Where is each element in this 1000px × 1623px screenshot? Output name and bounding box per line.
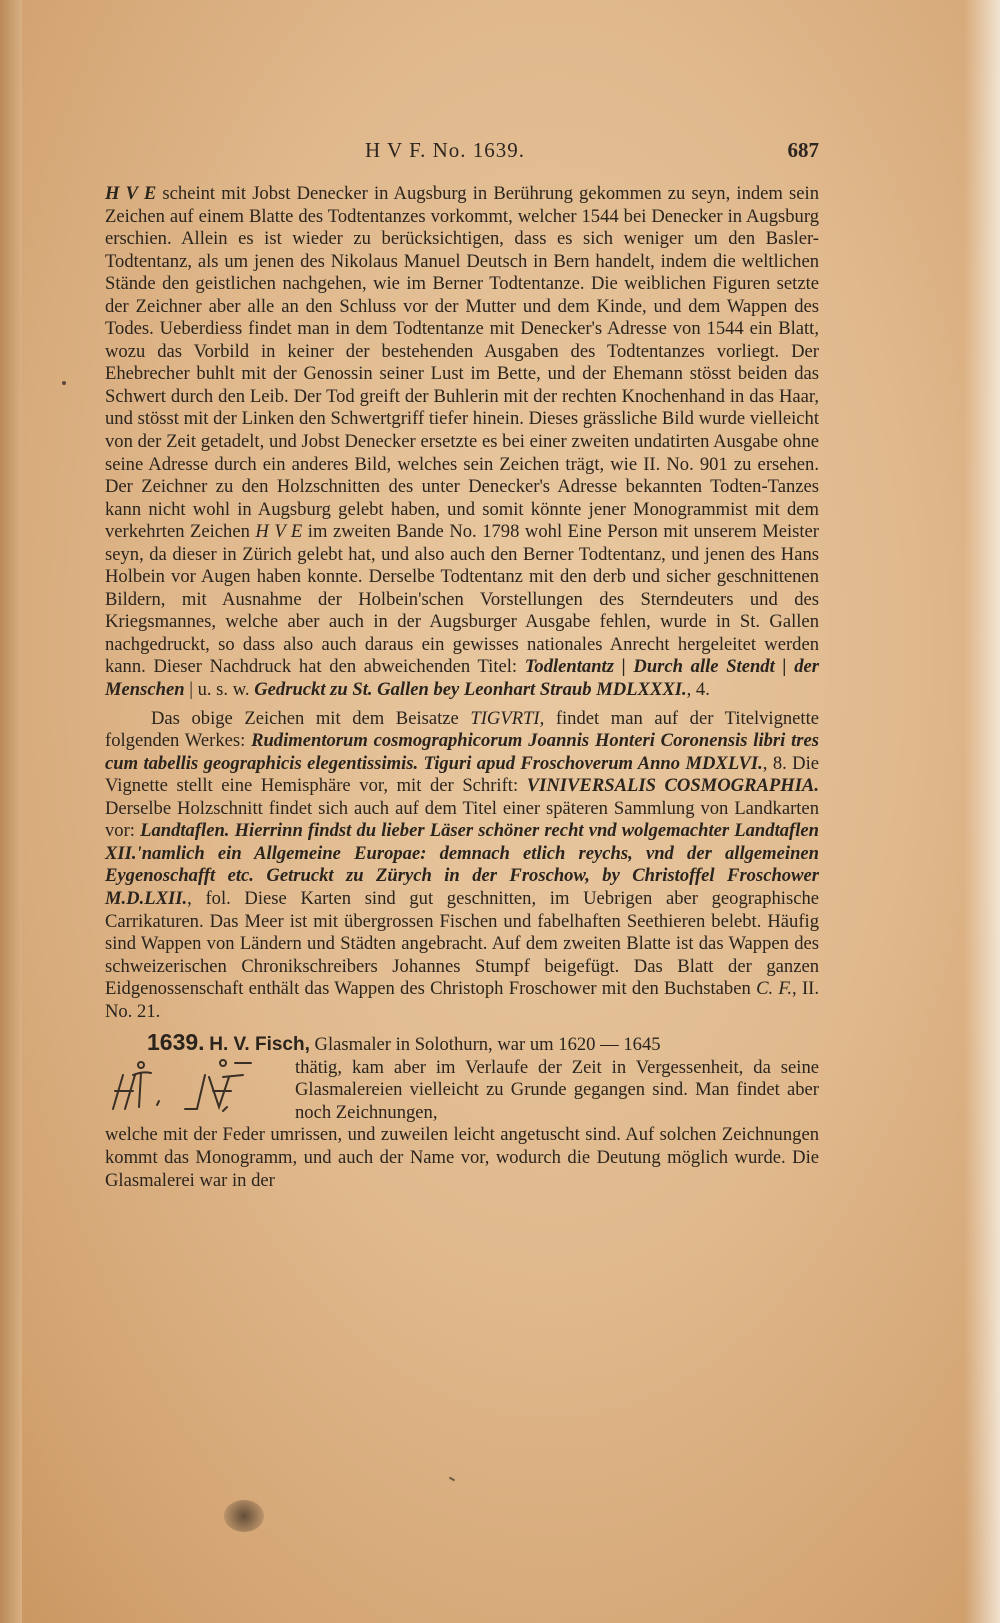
entry-first-line: Glasmaler in Solothurn, war um 1620 — 1645 — [309, 1034, 661, 1056]
page-edge — [964, 0, 1000, 1623]
running-title: H V F. No. 1639. — [365, 138, 525, 162]
running-header — [105, 138, 819, 168]
monogram-drawing — [105, 1057, 295, 1123]
page-number: 687 — [787, 138, 819, 162]
para2-run: TIGVRTI, — [470, 707, 545, 729]
ink-speck — [62, 381, 66, 385]
paragraph-tigvrti — [105, 708, 819, 1024]
monogram-hvf-image — [105, 1057, 295, 1123]
para2-run: Rudimentorum cosmographicorum Joannis Honteri Coronensis libri tres cum tabellis geographicis elegentissimis. Tiguri apud Froschoverum Anno MDXLVI. — [105, 730, 819, 774]
catalogue-entry-1639 — [105, 1031, 819, 1192]
ink-smudge — [224, 1500, 264, 1532]
para1-run: | u. s. w. — [184, 679, 255, 701]
entry-number: 1639. — [147, 1029, 205, 1056]
para1-run: , 4. — [686, 679, 710, 701]
para1-run: scheint mit Jobst Denecker in Augsburg in Berührung gekommen zu seyn, indem sein Zeichen auf einem Blatte des Todtentanzes vorkommt, welcher 1544 bei Denecker in Augsburg erschien. Allein es ist wieder zu berücksichtigen, dass es sich weniger um den Basler-Todtentanz, als um jenen des Nikolaus Manuel Deutsch in Bern handelt, indem die weltlichen Stände den geistlichen nachgehen, wie im Berner Todtentanze. Die weiblichen Figuren setzte der Zeichner aber alle an den Schluss vor der Mutter und dem Kinde, und dem Wappen des Todes. Ueberdiess findet man in dem Todtentanze mit Denecker's Adresse von 1544 ein Blatt, wozu das Vorbild in keiner der bestehenden Ausgaben des Todtentanzes vorliegt. Der Ehebrecher buhlt mit der Genossin seiner Lust im Bette, und der Ehemann stösst beiden das Schwert durch den Leib. Der Tod greift der Buhlerin mit der rechten Knochenhand in das Haar, und stösst mit der Linken den Schwertgriff tiefer hinein. Dieses grässliche Bild wurde vielleicht von der Zeit getadelt, und Jobst Denecker ersetzte es bei einer zweiten undatirten Ausgabe ohne seine Adresse durch ein anderes Bild, welches sein Zeichen trägt, wie II. No. 901 zu ersehen. Der Zeichner zu den Holzschnitten des unter Denecker's Adresse bekannten Todten-Tanzes kann nicht wohl in Augsburg gelebt haben, und somit könnte jener Monogrammist mit dem verkehrten Zeichen — [105, 183, 819, 543]
monogram-row — [105, 1057, 819, 1125]
para1-run: H V E — [255, 521, 303, 543]
para1-run: Gedruckt zu St. Gallen bey Leonhart Straub MDLXXXI. — [254, 679, 687, 701]
page-spine-shadow — [0, 0, 22, 1623]
ink-mark — [449, 1477, 455, 1482]
para2-run: Landtaflen. Hierrinn findst du lieber Läser schöner recht vnd wolgemachter Landtaflen XII.'namlich ein Allgemeine Europae: demnach etlich reychs, vnd der allgemeinen Eygenoschafft etc. Getruckt zu Zürych in der Froschow, by Christoffel Froschower M.D.LXII. — [105, 820, 819, 909]
para2-run: C. F. — [756, 978, 793, 1000]
para2-run: , 8. Die Vignette stellt eine Hemisphäre vor, mit der Schrift: — [105, 752, 819, 797]
entry-text-beside-mark: thätig, kam aber im Verlaufe der Zeit in Vergessenheit, da seine Glasmalereien vielleicht zu Grunde gegangen sind. Man findet aber noch Zeichnungen, — [295, 1056, 819, 1123]
entry-heading-line — [105, 1031, 819, 1057]
para1-run: im zweiten Bande No. 1798 wohl Eine Person mit unserem Meister seyn, da dieser in Zürich gelebt hat, und also auch den Berner Todtentanz, und jenen des Hans Holbein vor Augen haben konnte. Derselbe Todtentanz mit den derb und sicher geschnittenen Bildern, mit Ausnahme der Holbein'schen Vorstellungen des Sterndeuters und des Kriegsmannes, welche aber auch in der Augsburger Ausgabe fehlen, wurde in St. Gallen nachgedruckt, so dass also auch daraus ein gewisses nationales Anrecht hergeleitet werden kann. Dieser Nachdruck hat den abweichenden Titel: — [105, 521, 819, 678]
para2-run: , II. No. 21. — [105, 978, 819, 1022]
para2-run: Das obige Zeichen mit dem Beisatze — [151, 707, 471, 729]
entry-name: H. V. Fisch, — [209, 1034, 310, 1056]
para1-run: Todlentantz | Durch alle Stendt | der Menschen — [105, 656, 819, 701]
para2-run: , fol. Diese Karten sind gut geschnitten, im Uebrigen aber geographische Carrikaturen. Das Meer ist mit übergrossen Fischen und fabelhaften Seethieren belebt. Häufig sind Wappen von Ländern und Städten angebracht. Auf dem zweiten Blatte ist das Wappen des schweizerischen Chronikschreibers Johannes Stumpf beigefügt. Das Blatt der ganzen Eidgenossenschaft enthält das Wappen des Christoph Froschower mit den Buchstaben — [105, 887, 819, 1000]
para2-run: Derselbe Holzschnitt findet sich auch auf dem Titel einer späteren Sammlung von Landkarten vor: — [105, 797, 819, 842]
body-text — [105, 183, 819, 1192]
para2-run: VINIVERSALIS COSMOGRAPHIA. — [526, 775, 819, 797]
paragraph-hve — [105, 183, 819, 702]
para1-run: H V E — [105, 183, 157, 204]
entry-text-rest: welche mit der Feder umrissen, und zuweilen leicht angetuscht sind. Auf solchen Zeichnungen kommt das Monogramm, und auch der Name vor, wodurch die Deutung möglich wurde. Die Glasmalerei war in der — [105, 1124, 819, 1191]
para2-run: findet man auf der Titelvignette folgenden Werkes: — [105, 707, 820, 752]
